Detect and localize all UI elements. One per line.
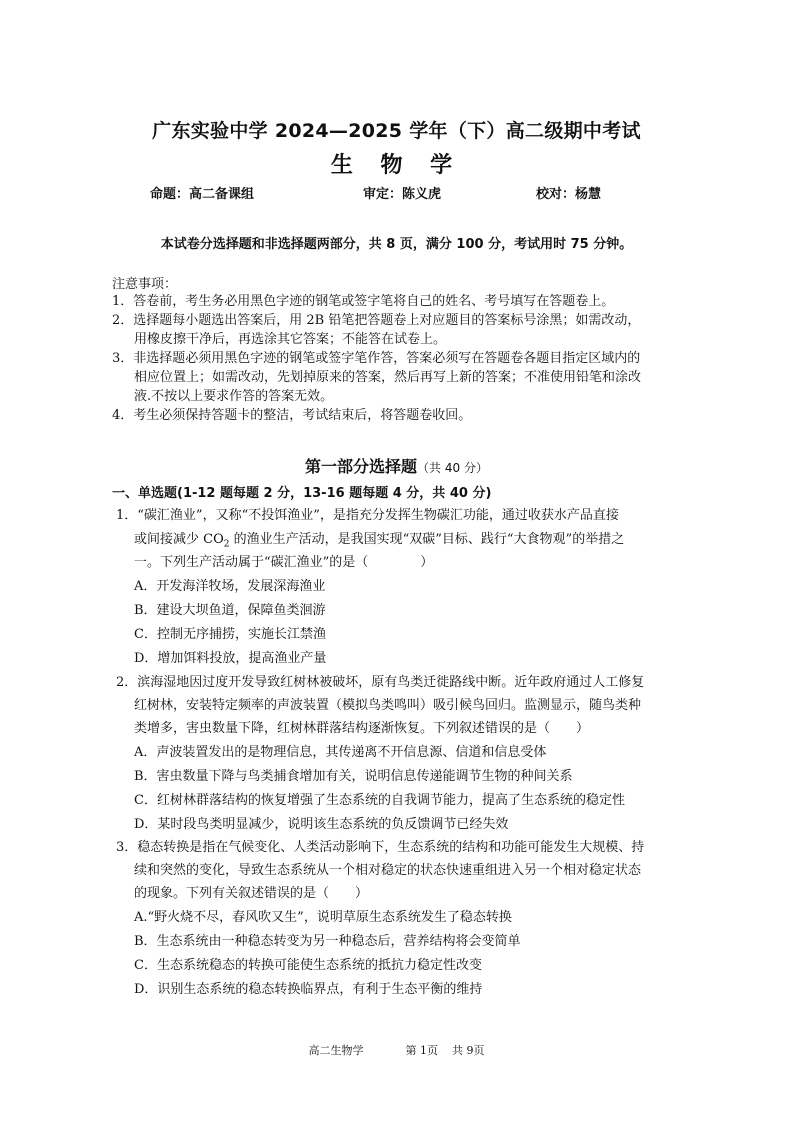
q1-stem-line-2a: 或间接减少 CO <box>134 532 224 547</box>
q2-option-c: C．红树林群落结构的恢复增强了生态系统的自我调节能力，提高了生态系统的稳定性 <box>134 793 625 808</box>
setter-label: 命题：高二备课组 <box>150 187 255 202</box>
q1-option-d: D．增加饵料投放，提高渔业产量 <box>134 651 327 666</box>
section-title <box>0 454 793 477</box>
notice-item-2-cont: 用橡皮擦干净后，再选涂其它答案；不能答在试卷上。 <box>134 332 447 347</box>
q2-option-a: A．声波装置发出的是物理信息，其传递离不开信息源、信道和信息受体 <box>134 745 547 760</box>
q1-option-c: C．控制无序捕捞，实施长江禁渔 <box>134 627 326 642</box>
notice-item-4: 4．考生必须保持答题卡的整洁，考试结束后，将答题卷收回。 <box>112 408 472 423</box>
section-score: （共 40 分） <box>417 461 488 475</box>
q1-stem-line-2b: 的渔业生产活动，是我国实现“双碳”目标、践行“大食物观”的举措之 <box>229 532 625 547</box>
notice-item-3: 3．非选择题必须用黑色字迹的钢笔或签字笔作答，答案必须写在答题卷各题目指定区域内的 <box>112 351 641 366</box>
q2-stem-line-1: 2．滨海湿地因过度开发导致红树林被破坏，原有鸟类迁徙路线中断。近年政府通过人工修复 <box>116 675 645 690</box>
q1-stem-line-2 <box>134 530 624 555</box>
notice-item-1: 1．答卷前，考生务必用黑色字迹的钢笔或签字笔将自己的姓名、考号填写在答题卷上。 <box>112 294 615 309</box>
notice-item-3-cont: 相应位置上；如需改动，先划掉原来的答案，然后再写上新的答案；不准使用铅笔和涂改 <box>134 370 642 385</box>
co2-subscript: 2 <box>223 539 230 550</box>
notice-item-3-cont2: 液.不按以上要求作答的答案无效。 <box>134 389 334 404</box>
q1-stem-line-1: 1．“碳汇渔业”，又称“不投饵渔业”，是指充分发挥生物碳汇功能，通过收获水产品直接 <box>116 508 619 523</box>
exam-intro: 本试卷分选择题和非选择题两部分，共 8 页，满分 100 分，考试用时 75 分钟。 <box>160 237 633 252</box>
q3-option-d: D．识别生态系统的稳态转换临界点，有利于生态平衡的维持 <box>134 982 483 997</box>
page-footer: 高二生物学 第 1页 共 9页 <box>308 1044 485 1057</box>
reviewer-label: 审定：陈义虎 <box>363 187 442 202</box>
q3-stem-line-2: 续和突然的变化，导致生态系统从一个相对稳定的状态快速重组进入另一个相对稳定状态 <box>134 863 642 878</box>
exam-title: 广东实验中学 2024—2025 学年（下）高二级期中考试 <box>152 120 641 142</box>
q2-stem-line-3: 类增多，害虫数量下降，红树林群落结构逐渐恢复。下列叙述错误的是（ ） <box>134 721 590 736</box>
q3-stem-line-1: 3．稳态转换是指在气候变化、人类活动影响下，生态系统的结构和功能可能发生大规模、持 <box>116 840 645 855</box>
q3-stem-line-3: 的现象。下列有关叙述错误的是（ ） <box>134 886 369 901</box>
q1-option-a: A．开发海洋牧场，发展深海渔业 <box>134 579 326 594</box>
section-title-text: 第一部分选择题 <box>305 457 418 476</box>
q2-stem-line-2: 红树林，安装特定频率的声波装置（模拟鸟类鸣叫）吸引候鸟回归。监测显示，随鸟类种 <box>134 698 642 713</box>
notice-heading: 注意事项： <box>112 277 178 292</box>
q2-option-d: D．某时段鸟类明显减少，说明该生态系统的负反馈调节已经失效 <box>134 817 509 832</box>
proofreader-label: 校对：杨慧 <box>536 187 602 202</box>
notice-item-2: 2．选择题每小题选出答案后，用 2B 铅笔把答题卷上对应题目的答案标号涂黑；如需改动， <box>112 313 641 328</box>
subject-title: 生 物 学 <box>330 153 463 178</box>
q1-option-b: B．建设大坝鱼道，保障鱼类洄游 <box>134 603 326 618</box>
question-type-heading: 一、单选题(1-12 题每题 2 分，13-16 题每题 4 分，共 40 分) <box>112 486 492 501</box>
q3-option-c: C．生态系统稳态的转换可能使生态系统的抵抗力稳定性改变 <box>134 958 482 973</box>
q3-option-b: B．生态系统由一种稳态转变为另一种稳态后，营养结构将会变简单 <box>134 934 521 949</box>
q2-option-b: B．害虫数量下降与鸟类捕食增加有关，说明信息传递能调节生物的种间关系 <box>134 769 573 784</box>
q3-option-a: A.“野火烧不尽，春风吹又生”，说明草原生态系统发生了稳态转换 <box>134 910 512 925</box>
q1-stem-line-3: 一。下列生产活动属于“碳汇渔业”的是（ ） <box>134 555 434 570</box>
